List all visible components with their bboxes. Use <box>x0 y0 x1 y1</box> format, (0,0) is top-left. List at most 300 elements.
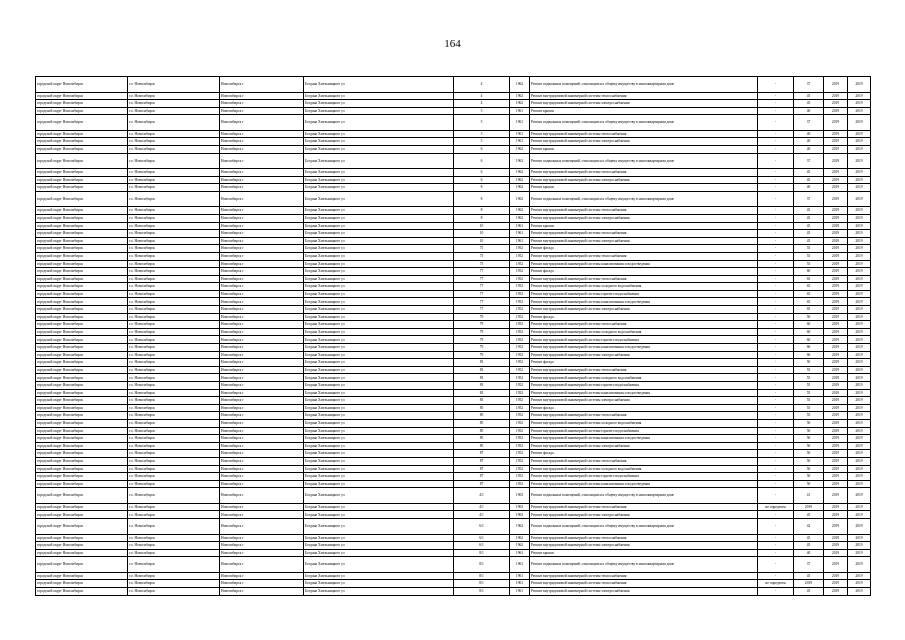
cell-city: Новосибирск г <box>220 169 304 177</box>
cell-municipality: городской округ Новосибирск <box>36 382 128 390</box>
cell-work-type: Ремонт внутридомовой инженерной системы электроснабжения <box>530 237 758 245</box>
cell-municipality: городской округ Новосибирск <box>36 252 128 260</box>
cell-plan-end: 2019 <box>848 176 871 184</box>
cell-district: г.о. Новосибирск <box>128 92 220 100</box>
cell-house: 4/1 <box>454 511 510 519</box>
cell-plan-start: 2019 <box>824 130 848 138</box>
cell-house: 75 <box>454 245 510 253</box>
table-row <box>36 268 871 276</box>
cell-city: Новосибирск г <box>220 503 304 511</box>
capital-repair-table <box>35 76 871 596</box>
cell-cost-note: - <box>758 442 794 450</box>
cell-plan-start: 2019 <box>824 321 848 329</box>
cell-city: Новосибирск г <box>220 283 304 291</box>
cell-city: Новосибирск г <box>220 344 304 352</box>
cell-municipality: городской округ Новосибирск <box>36 351 128 359</box>
cell-district: г.о. Новосибирск <box>128 480 220 488</box>
cell-street: Богдана Хмельницкого ул <box>304 580 454 588</box>
cell-plan-end: 2019 <box>848 580 871 588</box>
cell-year: 1961 <box>510 130 530 138</box>
cell-plan-start: 2019 <box>824 260 848 268</box>
cell-work-type: Ремонт крыши <box>530 549 758 557</box>
cell-plan-start: 2019 <box>824 457 848 465</box>
table-row <box>36 382 871 390</box>
cell-house: 79 <box>454 321 510 329</box>
cell-year: 1952 <box>510 275 530 283</box>
cell-district: г.о. Новосибирск <box>128 366 220 374</box>
cell-plan-start: 2019 <box>824 503 848 511</box>
cell-street: Богдана Хмельницкого ул <box>304 245 454 253</box>
cell-house: 8 <box>454 184 510 192</box>
cell-work-type: Ремонт внутридомовой инженерной системы электроснабжения <box>530 176 758 184</box>
cell-city: Новосибирск г <box>220 480 304 488</box>
cell-street: Богдана Хмельницкого ул <box>304 275 454 283</box>
cell-municipality: городской округ Новосибирск <box>36 344 128 352</box>
cell-work-type: Ремонт внутридомовой инженерной системы холодного водоснабжения <box>530 374 758 382</box>
cell-percent: 50 <box>794 435 824 443</box>
table-row <box>36 176 871 184</box>
cell-district: г.о. Новосибирск <box>128 503 220 511</box>
cell-percent: 45 <box>794 511 824 519</box>
cell-plan-start: 2019 <box>824 207 848 215</box>
cell-year: 1952 <box>510 260 530 268</box>
cell-year: 1962 <box>510 176 530 184</box>
cell-percent: 55 <box>794 382 824 390</box>
cell-house: 83 <box>454 374 510 382</box>
cell-plan-start: 2019 <box>824 435 848 443</box>
table-row <box>36 480 871 488</box>
cell-plan-end: 2019 <box>848 374 871 382</box>
cell-city: Новосибирск г <box>220 328 304 336</box>
cell-district: г.о. Новосибирск <box>128 207 220 215</box>
cell-percent: 40 <box>794 130 824 138</box>
cell-year: 1952 <box>510 404 530 412</box>
cell-year: 1952 <box>510 382 530 390</box>
cell-cost-note: - <box>758 77 794 93</box>
cell-street: Богдана Хмельницкого ул <box>304 115 454 131</box>
cell-city: Новосибирск г <box>220 214 304 222</box>
cell-cost-note: - <box>758 457 794 465</box>
cell-district: г.о. Новосибирск <box>128 511 220 519</box>
cell-city: Новосибирск г <box>220 580 304 588</box>
cell-plan-start: 2019 <box>824 404 848 412</box>
cell-municipality: городской округ Новосибирск <box>36 503 128 511</box>
cell-city: Новосибирск г <box>220 130 304 138</box>
table-row <box>36 442 871 450</box>
cell-plan-start: 2019 <box>824 237 848 245</box>
cell-percent: 45 <box>794 207 824 215</box>
cell-cost-note: - <box>758 587 794 595</box>
cell-year: 1961 <box>510 572 530 580</box>
cell-street: Богдана Хмельницкого ул <box>304 412 454 420</box>
cell-plan-end: 2019 <box>848 222 871 230</box>
cell-municipality: городской округ Новосибирск <box>36 465 128 473</box>
cell-plan-end: 2019 <box>848 214 871 222</box>
cell-work-type: Ремонт внутридомовой инженерной системы электроснабжения <box>530 214 758 222</box>
cell-year: 1961 <box>510 115 530 131</box>
cell-municipality: городской округ Новосибирск <box>36 145 128 153</box>
cell-plan-start: 2019 <box>824 351 848 359</box>
cell-year: 1952 <box>510 344 530 352</box>
cell-district: г.о. Новосибирск <box>128 549 220 557</box>
cell-plan-start: 2019 <box>824 336 848 344</box>
cell-city: Новосибирск г <box>220 237 304 245</box>
cell-house: 79 <box>454 328 510 336</box>
cell-work-type: Ремонт крыши <box>530 107 758 115</box>
cell-cost-note: - <box>758 450 794 458</box>
cell-district: г.о. Новосибирск <box>128 77 220 93</box>
cell-house: 5 <box>454 115 510 131</box>
cell-work-type: Ремонт фасада <box>530 359 758 367</box>
cell-street: Богдана Хмельницкого ул <box>304 511 454 519</box>
cell-percent: 37 <box>794 77 824 93</box>
cell-percent: 45 <box>794 572 824 580</box>
cell-street: Богдана Хмельницкого ул <box>304 100 454 108</box>
cell-plan-start: 2019 <box>824 534 848 542</box>
cell-plan-end: 2019 <box>848 298 871 306</box>
cell-house: 8 <box>454 207 510 215</box>
cell-percent: 2019 <box>794 580 824 588</box>
cell-year: 1963 <box>510 488 530 504</box>
cell-house: 5 <box>454 107 510 115</box>
cell-house: 85 <box>454 404 510 412</box>
cell-district: г.о. Новосибирск <box>128 313 220 321</box>
cell-district: г.о. Новосибирск <box>128 191 220 207</box>
cell-work-type: Ремонт внутридомовой инженерной системы холодного водоснабжения <box>530 419 758 427</box>
cell-percent: 45 <box>794 534 824 542</box>
cell-city: Новосибирск г <box>220 549 304 557</box>
cell-municipality: городской округ Новосибирск <box>36 130 128 138</box>
cell-district: г.о. Новосибирск <box>128 252 220 260</box>
cell-municipality: городской округ Новосибирск <box>36 260 128 268</box>
cell-year: 1952 <box>510 412 530 420</box>
cell-work-type: Ремонт внутридомовой инженерной системы теплоснабжения <box>530 366 758 374</box>
cell-work-type: Ремонт внутридомовой инженерной системы теплоснабжения <box>530 503 758 511</box>
cell-cost-note: - <box>758 511 794 519</box>
cell-year: 1962 <box>510 184 530 192</box>
cell-city: Новосибирск г <box>220 153 304 169</box>
cell-city: Новосибирск г <box>220 442 304 450</box>
cell-cost-note: - <box>758 549 794 557</box>
cell-house: 4/1 <box>454 488 510 504</box>
cell-house: 83 <box>454 366 510 374</box>
cell-house: 5 <box>454 130 510 138</box>
cell-municipality: городской округ Новосибирск <box>36 169 128 177</box>
cell-city: Новосибирск г <box>220 382 304 390</box>
cell-city: Новосибирск г <box>220 245 304 253</box>
cell-plan-end: 2019 <box>848 557 871 573</box>
cell-plan-start: 2019 <box>824 153 848 169</box>
cell-plan-start: 2019 <box>824 306 848 314</box>
cell-city: Новосибирск г <box>220 191 304 207</box>
cell-work-type: Ремонт фасада <box>530 404 758 412</box>
cell-cost-note: - <box>758 237 794 245</box>
cell-plan-start: 2019 <box>824 557 848 573</box>
cell-work-type: Ремонт внутридомовой инженерной системы теплоснабжения <box>530 457 758 465</box>
cell-percent: 40 <box>794 145 824 153</box>
cell-city: Новосибирск г <box>220 260 304 268</box>
cell-plan-start: 2019 <box>824 542 848 550</box>
cell-district: г.о. Новосибирск <box>128 572 220 580</box>
cell-year: 1952 <box>510 245 530 253</box>
table-row <box>36 435 871 443</box>
cell-work-type: Ремонт внутридомовой инженерной системы теплоснабжения <box>530 321 758 329</box>
cell-cost-note: - <box>758 412 794 420</box>
cell-district: г.о. Новосибирск <box>128 488 220 504</box>
cell-plan-end: 2019 <box>848 100 871 108</box>
cell-municipality: городской округ Новосибирск <box>36 427 128 435</box>
cell-plan-end: 2019 <box>848 450 871 458</box>
cell-year: 1962 <box>510 207 530 215</box>
cell-plan-end: 2019 <box>848 359 871 367</box>
cell-house: 85 <box>454 435 510 443</box>
cell-district: г.о. Новосибирск <box>128 542 220 550</box>
cell-cost-note: - <box>758 404 794 412</box>
cell-district: г.о. Новосибирск <box>128 427 220 435</box>
cell-cost-note: - <box>758 222 794 230</box>
cell-cost-note: - <box>758 184 794 192</box>
cell-city: Новосибирск г <box>220 321 304 329</box>
cell-city: Новосибирск г <box>220 230 304 238</box>
cell-percent: 60 <box>794 328 824 336</box>
cell-year: 1952 <box>510 268 530 276</box>
cell-cost-note: - <box>758 306 794 314</box>
cell-work-type: Ремонт внутридомовой инженерной системы теплоснабжения <box>530 252 758 260</box>
cell-municipality: городской округ Новосибирск <box>36 412 128 420</box>
cell-street: Богдана Хмельницкого ул <box>304 389 454 397</box>
cell-district: г.о. Новосибирск <box>128 145 220 153</box>
cell-house: 79 <box>454 313 510 321</box>
cell-city: Новосибирск г <box>220 207 304 215</box>
cell-plan-start: 2019 <box>824 480 848 488</box>
cell-cost-note: - <box>758 389 794 397</box>
cell-plan-end: 2019 <box>848 313 871 321</box>
cell-plan-end: 2019 <box>848 260 871 268</box>
cell-plan-end: 2019 <box>848 473 871 481</box>
cell-year: 1952 <box>510 374 530 382</box>
cell-cost-note: - <box>758 275 794 283</box>
cell-house: 8 <box>454 191 510 207</box>
cell-house: 5 <box>454 138 510 146</box>
cell-municipality: городской округ Новосибирск <box>36 313 128 321</box>
cell-plan-start: 2019 <box>824 473 848 481</box>
cell-work-type: Ремонт внутридомовой инженерной системы теплоснабжения <box>530 130 758 138</box>
cell-plan-end: 2019 <box>848 427 871 435</box>
cell-cost-note: - <box>758 100 794 108</box>
cell-house: 77 <box>454 275 510 283</box>
table-row <box>36 100 871 108</box>
cell-district: г.о. Новосибирск <box>128 457 220 465</box>
cell-plan-end: 2019 <box>848 321 871 329</box>
cell-percent: 55 <box>794 260 824 268</box>
cell-house: 87 <box>454 480 510 488</box>
cell-percent: 50 <box>794 480 824 488</box>
cell-plan-end: 2019 <box>848 366 871 374</box>
cell-percent: 40 <box>794 138 824 146</box>
cell-plan-end: 2019 <box>848 184 871 192</box>
table-row <box>36 427 871 435</box>
cell-city: Новосибирск г <box>220 374 304 382</box>
cell-work-type: Ремонт подвальных помещений, относящихся к общему имуществу в многоквартирном доме <box>530 77 758 93</box>
cell-municipality: городской округ Новосибирск <box>36 572 128 580</box>
cell-municipality: городской округ Новосибирск <box>36 245 128 253</box>
cell-cost-note: - <box>758 397 794 405</box>
cell-plan-end: 2019 <box>848 534 871 542</box>
cell-district: г.о. Новосибирск <box>128 115 220 131</box>
cell-year: 1952 <box>510 397 530 405</box>
cell-city: Новосибирск г <box>220 419 304 427</box>
cell-plan-start: 2019 <box>824 419 848 427</box>
cell-cost-note: - <box>758 115 794 131</box>
cell-plan-start: 2019 <box>824 184 848 192</box>
cell-plan-start: 2019 <box>824 450 848 458</box>
table-row <box>36 107 871 115</box>
cell-percent: 45 <box>794 100 824 108</box>
cell-cost-note: - <box>758 336 794 344</box>
cell-work-type: Ремонт фасада <box>530 268 758 276</box>
cell-municipality: городской округ Новосибирск <box>36 230 128 238</box>
cell-cost-note: - <box>758 130 794 138</box>
cell-year: 1952 <box>510 298 530 306</box>
cell-street: Богдана Хмельницкого ул <box>304 457 454 465</box>
cell-cost-note: не определен <box>758 580 794 588</box>
cell-district: г.о. Новосибирск <box>128 359 220 367</box>
cell-percent: 37 <box>794 557 824 573</box>
cell-district: г.о. Новосибирск <box>128 298 220 306</box>
cell-year: 1952 <box>510 313 530 321</box>
cell-cost-note: - <box>758 344 794 352</box>
cell-year: 1962 <box>510 169 530 177</box>
cell-house: 6 <box>454 169 510 177</box>
cell-city: Новосибирск г <box>220 427 304 435</box>
cell-house: 6 <box>454 145 510 153</box>
table-row <box>36 153 871 169</box>
cell-work-type: Ремонт внутридомовой инженерной системы теплоснабжения <box>530 412 758 420</box>
cell-cost-note: - <box>758 313 794 321</box>
cell-district: г.о. Новосибирск <box>128 169 220 177</box>
cell-district: г.о. Новосибирск <box>128 442 220 450</box>
cell-municipality: городской округ Новосибирск <box>36 237 128 245</box>
cell-plan-start: 2019 <box>824 77 848 93</box>
cell-municipality: городской округ Новосибирск <box>36 77 128 93</box>
cell-cost-note: - <box>758 351 794 359</box>
cell-plan-start: 2019 <box>824 519 848 535</box>
cell-house: 10 <box>454 222 510 230</box>
cell-year: 1961 <box>510 549 530 557</box>
cell-district: г.о. Новосибирск <box>128 130 220 138</box>
cell-street: Богдана Хмельницкого ул <box>304 450 454 458</box>
cell-year: 1952 <box>510 321 530 329</box>
cell-plan-end: 2019 <box>848 412 871 420</box>
cell-house: 87 <box>454 457 510 465</box>
table-row <box>36 92 871 100</box>
cell-plan-start: 2019 <box>824 374 848 382</box>
cell-city: Новосибирск г <box>220 138 304 146</box>
cell-municipality: городской округ Новосибирск <box>36 214 128 222</box>
table-row <box>36 488 871 504</box>
cell-district: г.о. Новосибирск <box>128 374 220 382</box>
cell-house: 8/1 <box>454 572 510 580</box>
cell-plan-end: 2019 <box>848 130 871 138</box>
table-row <box>36 351 871 359</box>
cell-plan-start: 2019 <box>824 100 848 108</box>
cell-plan-start: 2019 <box>824 412 848 420</box>
cell-percent: 55 <box>794 412 824 420</box>
cell-street: Богдана Хмельницкого ул <box>304 397 454 405</box>
cell-percent: 45 <box>794 230 824 238</box>
cell-plan-start: 2019 <box>824 488 848 504</box>
cell-plan-start: 2019 <box>824 366 848 374</box>
cell-cost-note: - <box>758 92 794 100</box>
cell-year: 1962 <box>510 519 530 535</box>
cell-plan-start: 2019 <box>824 268 848 276</box>
cell-percent: 37 <box>794 115 824 131</box>
table-row <box>36 465 871 473</box>
cell-plan-start: 2019 <box>824 442 848 450</box>
table-row <box>36 230 871 238</box>
cell-work-type: Ремонт фасада <box>530 450 758 458</box>
cell-plan-end: 2019 <box>848 587 871 595</box>
cell-plan-end: 2019 <box>848 328 871 336</box>
cell-work-type: Ремонт подвальных помещений, относящихся к общему имуществу в многоквартирном доме <box>530 488 758 504</box>
cell-street: Богдана Хмельницкого ул <box>304 268 454 276</box>
cell-work-type: Ремонт внутридомовой инженерной системы теплоснабжения <box>530 169 758 177</box>
table-row <box>36 511 871 519</box>
cell-work-type: Ремонт фасада <box>530 313 758 321</box>
cell-work-type: Ремонт фасада <box>530 245 758 253</box>
cell-house: 87 <box>454 465 510 473</box>
cell-cost-note: - <box>758 191 794 207</box>
cell-plan-end: 2019 <box>848 488 871 504</box>
cell-street: Богдана Хмельницкого ул <box>304 290 454 298</box>
cell-street: Богдана Хмельницкого ул <box>304 145 454 153</box>
cell-plan-end: 2019 <box>848 549 871 557</box>
table-row <box>36 557 871 573</box>
cell-plan-start: 2019 <box>824 511 848 519</box>
cell-plan-end: 2019 <box>848 419 871 427</box>
cell-work-type: Ремонт подвальных помещений, относящихся к общему имуществу в многоквартирном доме <box>530 191 758 207</box>
cell-percent: 50 <box>794 359 824 367</box>
cell-year: 1952 <box>510 427 530 435</box>
table-row <box>36 298 871 306</box>
cell-percent: 2019 <box>794 503 824 511</box>
cell-house: 83 <box>454 389 510 397</box>
cell-cost-note: - <box>758 283 794 291</box>
cell-district: г.о. Новосибирск <box>128 328 220 336</box>
cell-street: Богдана Хмельницкого ул <box>304 169 454 177</box>
cell-municipality: городской округ Новосибирск <box>36 321 128 329</box>
cell-city: Новосибирск г <box>220 473 304 481</box>
cell-plan-start: 2019 <box>824 222 848 230</box>
cell-year: 1952 <box>510 450 530 458</box>
cell-year: 1952 <box>510 435 530 443</box>
cell-plan-start: 2019 <box>824 107 848 115</box>
cell-city: Новосибирск г <box>220 107 304 115</box>
page-number: 164 <box>444 38 461 50</box>
cell-percent: 45 <box>794 176 824 184</box>
table-row <box>36 419 871 427</box>
cell-street: Богдана Хмельницкого ул <box>304 230 454 238</box>
cell-municipality: городской округ Новосибирск <box>36 336 128 344</box>
cell-city: Новосибирск г <box>220 306 304 314</box>
table-row <box>36 344 871 352</box>
cell-plan-start: 2019 <box>824 389 848 397</box>
cell-percent: 55 <box>794 397 824 405</box>
cell-plan-end: 2019 <box>848 519 871 535</box>
cell-plan-start: 2019 <box>824 230 848 238</box>
cell-street: Богдана Хмельницкого ул <box>304 252 454 260</box>
cell-percent: 60 <box>794 321 824 329</box>
